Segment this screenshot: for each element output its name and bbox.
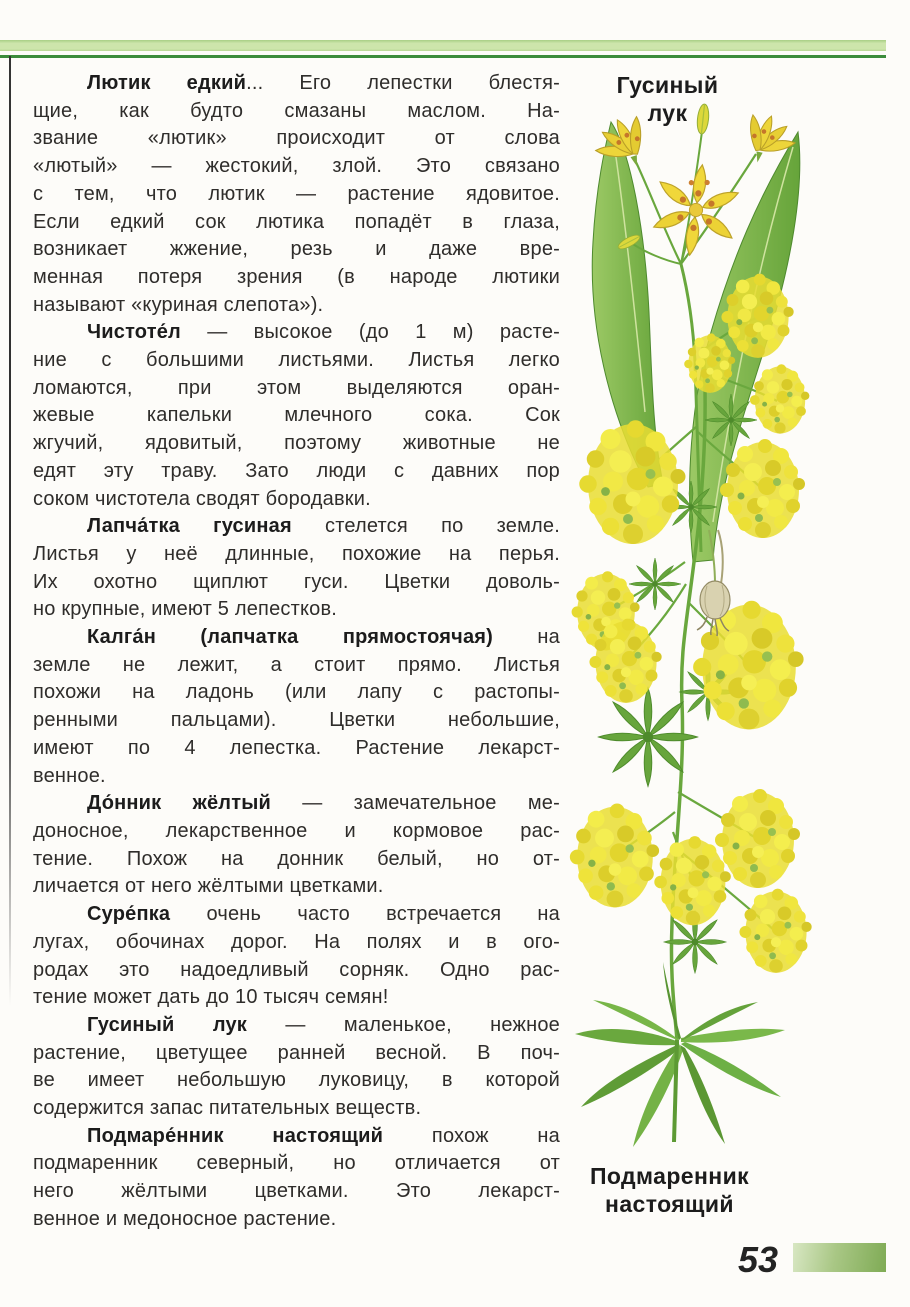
flower-cluster [750,364,810,433]
text-line: личается от него жёлтыми цветками. [33,875,384,898]
text-line: ве имеет небольшую луковицу, в которой [33,1069,560,1092]
caption-line: настоящий [605,1191,734,1217]
page-gutter-shadow [9,56,11,1006]
text-line: венное. [33,764,106,787]
paragraph [33,790,560,901]
text-line: Калга́н (лапчатка прямостоячая) на [87,626,561,649]
text-line: тение может дать до 10 тысяч семян! [33,986,389,1009]
text-line: Суре́пка очень часто встречается на [87,903,560,926]
plant-illustration [553,92,910,1167]
flower-cluster [579,420,685,544]
leaf-whorl-large [599,688,698,787]
text-line: Их охотно щиплют гуси. Цветки доволь- [33,570,560,593]
text-line: земле не лежит, а стоит прямо. Листья [33,653,560,676]
footer-green-bar [793,1243,886,1272]
plant-term: Чистоте́л [87,321,181,344]
text-line: называют «куриная слепота»). [33,293,324,316]
text-line: с тем, что лютик — растение ядовитое. [33,182,560,205]
text-line: доносное, лекарственное и кормовое рас- [33,819,560,842]
text-line: ломаются, при этом выделяются оран- [33,376,560,399]
plant-term: До́нник жёлтый [87,792,271,815]
flower-cluster [570,803,659,907]
text-line: родах это надоедливый сорняк. Одно рас- [33,958,560,981]
text-line: Лютик едкий... Его лепестки блестя- [87,72,560,94]
plant-term: Подмаре́нник настоящий [87,1124,384,1147]
text-line: лугах, обочинах дорог. На полях и в ого- [33,930,560,953]
flower-cluster [739,889,811,973]
text-line: ренными пальцами). Цветки небольшие, [33,709,560,732]
text-line: подмаренник северный, но отличается от [33,1152,560,1175]
paragraph [33,1123,560,1234]
goose-onion-flower [648,159,745,261]
text-line: жевые капельки млечного сока. Сок [33,404,560,427]
plant-term: Гусиный лук [87,1013,248,1036]
flower-cluster [654,836,731,925]
text-line: Лапча́тка гусиная стелется по земле. [87,515,560,538]
paragraph [33,513,560,624]
caption-line: лук [647,100,688,126]
paragraph [33,901,560,1012]
text-line: соком чистотела сводят бородавки. [33,487,371,510]
text-line: Чистоте́л — высокое (до 1 м) расте- [87,321,560,344]
plant-term: Лютик едкий [87,72,247,94]
paragraph [33,319,560,513]
paragraph [33,624,560,790]
page-number: 53 [737,1239,778,1280]
top-green-band [0,40,886,51]
plant-term: Калга́н (лапчатка прямостоячая) [87,626,494,649]
plant-term: Лапча́тка гусиная [87,515,292,538]
basal-rosette [575,962,785,1147]
paragraph [33,70,560,319]
text-line: но крупные, имеют 5 лепестков. [33,598,338,621]
text-line: едят эту траву. Зато люди с давних пор [33,459,560,482]
text-line: звание «лютик» происходит от слова [33,127,560,150]
top-green-rule [0,55,886,58]
text-line: похожи на ладонь (или лапу с растопы- [33,681,560,704]
text-line: Если едкий сок лютика попадёт в глаза, [33,210,560,233]
text-line: венное и медоносное растение. [33,1207,337,1230]
text-line: жгучий, ядовитый, поэтому животные не [33,432,560,455]
text-line: ние с большими листьями. Листья легко [33,349,560,372]
figure-caption-bottom [572,1162,767,1218]
text-line: менная потеря зрения (в народе лютики [33,265,560,288]
caption-line: Гусиный [616,72,719,98]
bedstraw-group [570,274,812,1147]
caption-line: Подмаренник [589,1163,750,1189]
text-line: содержится запас питательных веществ. [33,1097,422,1120]
text-line: «лютый» — жестокий, злой. Это связано [33,155,560,178]
text-line: Листья у неё длинные, похожие на перья. [33,542,560,565]
plant-term: Суре́пка [87,903,171,926]
text-line: Гусиный лук — маленькое, нежное [87,1013,560,1036]
text-line: него жёлтыми цветками. Это лекарст- [33,1180,560,1203]
text-line: тение. Похож на донник белый, но от- [33,847,560,870]
paragraph [33,1012,560,1123]
article [33,70,560,1234]
text-line: До́нник жёлтый — замечательное ме- [87,792,560,815]
text-line: растение, цветущее ранней весной. В поч- [33,1041,560,1064]
text-line: Подмаре́нник настоящий похож на [87,1124,560,1147]
figure-caption-top [575,71,760,127]
text-line: возникает жжение, резь и даже вре- [33,238,560,261]
text-line: щие, как будто смазаны маслом. На- [33,99,560,122]
text-line: имеют по 4 лепестка. Растение лекарст- [33,736,560,759]
